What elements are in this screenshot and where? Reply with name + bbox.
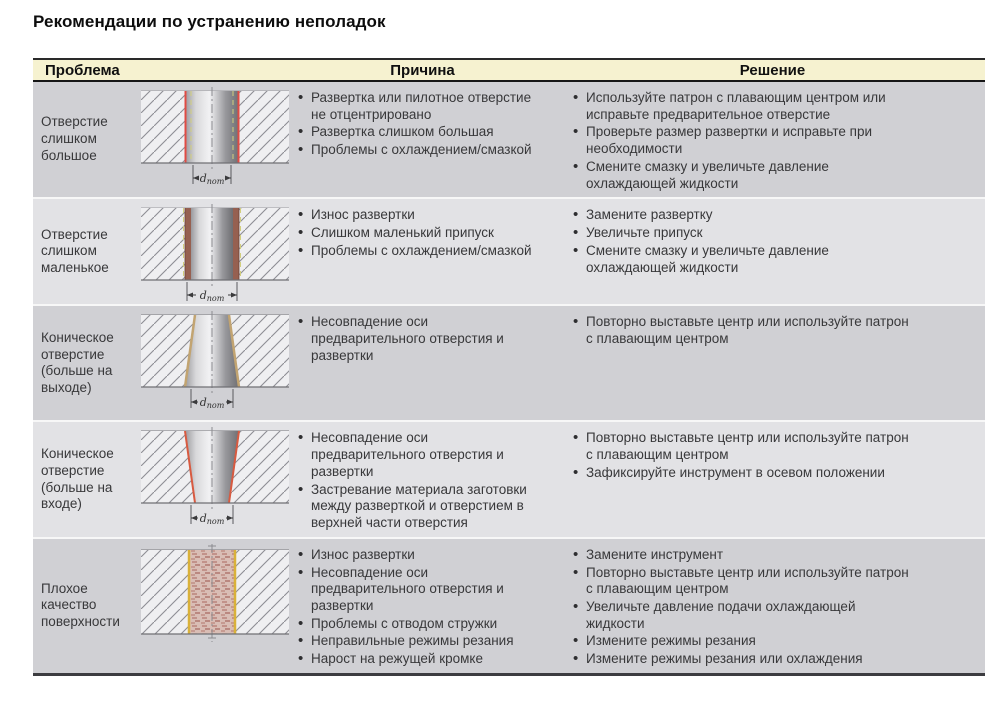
cause-list [285,199,545,264]
dimension-label: dnom [199,172,225,186]
solution-item: • Используйте патрон с плавающим центром или исправьте предварительное отверстие [586,90,916,123]
solution-item: • Повторно выставьте центр или используйте патрон с плавающим центром [586,565,916,598]
cause-cell [285,82,560,197]
solution-cell [560,306,985,420]
solution-item: • Повторно выставьте центр или используйте патрон с плавающим центром [586,314,916,347]
solution-cell [560,539,985,673]
solution-item: • Увеличьте давление подачи охлаждающей жидкости [586,599,916,632]
solution-cell [560,82,985,197]
cause-cell [285,199,560,304]
solution-list [560,306,920,352]
solution-list [560,422,920,486]
cause-cell [285,539,560,673]
cause-item: • Неправильные режимы резания [311,633,541,650]
problem-label: Плохое качество поверхности [41,580,120,630]
page-title: Рекомендации по устранению неполадок [33,12,386,31]
dimension-label: dnom [199,512,225,527]
cause-list [285,422,545,536]
dimension-label: dnom [199,289,225,304]
cause-item: • Нарост на режущей кромке [311,651,541,668]
solution-item: • Увеличьте припуск [586,225,916,242]
cause-item: • Развертка слишком большая [311,124,541,141]
cause-list [285,82,545,164]
cause-item: • Слишком маленький припуск [311,225,541,242]
solution-list [560,82,920,197]
problem-cell [33,306,285,420]
bore-taper-entry-diagram [141,427,289,527]
cause-item: • Износ развертки [311,547,541,564]
dimension-label: dnom [199,396,225,411]
solution-item: • Замените инструмент [586,547,916,564]
cause-list [285,306,545,369]
solution-item: • Смените смазку и увеличьте давление охлаждающей жидкости [586,159,916,192]
problem-cell [33,539,285,673]
problem-label: Отверстие слишком маленькое [41,226,109,276]
bore-rough-surface-diagram [141,544,289,644]
problem-cell [33,82,285,197]
solution-item: • Проверьте размер развертки и исправьте при необходимости [586,124,916,157]
problem-label: Коническое отверстие (больше на выходе) [41,329,114,396]
header-solution: Решение [739,61,806,79]
problem-label: Отверстие слишком большое [41,114,108,164]
cause-item: • Износ развертки [311,207,541,224]
problem-cell [33,199,285,304]
cause-item: • Проблемы с отводом стружки [311,616,541,633]
solution-item: • Повторно выставьте центр или используйте патрон с плавающим центром [586,430,916,463]
solution-item: • Измените режимы резания или охлаждения [586,651,916,668]
solution-item: • Измените режимы резания [586,633,916,650]
cause-list [285,539,545,673]
solution-list [560,199,920,281]
cause-cell [285,306,560,420]
header-problem: Проблема [45,61,120,79]
table-row [33,422,985,538]
problem-cell [33,422,285,536]
solution-cell [560,199,985,304]
table-row [33,306,985,422]
solution-cell [560,422,985,536]
bore-undersized-diagram [141,204,289,304]
table-row [33,82,985,199]
table-header-row [33,58,985,82]
solution-item: • Смените смазку и увеличьте давление охлаждающей жидкости [586,243,916,276]
cause-item: • Развертка или пилотное отверстие не отцентрировано [311,90,541,123]
troubleshooting-table [33,58,985,676]
problem-label: Коническое отверстие (больше на входе) [41,445,114,512]
solution-list [560,539,920,673]
cause-item: • Проблемы с охлаждением/смазкой [311,142,541,159]
cause-item: • Несовпадение оси предварительного отверстия и развертки [311,565,541,615]
bore-oversized-diagram [141,87,289,187]
header-cause: Причина [390,61,455,79]
table-row [33,539,985,673]
cause-item: • Несовпадение оси предварительного отверстия и развертки [311,314,541,364]
solution-item: • Зафиксируйте инструмент в осевом положении [586,465,916,482]
cause-cell [285,422,560,536]
cause-item: • Несовпадение оси предварительного отверстия и развертки [311,430,541,480]
table-row [33,199,985,306]
cause-item: • Застревание материала заготовки между разверткой и отверстием в верхней части отверстия [311,482,541,532]
bore-taper-exit-diagram [141,311,289,411]
solution-item: • Замените развертку [586,207,916,224]
cause-item: • Проблемы с охлаждением/смазкой [311,243,541,260]
